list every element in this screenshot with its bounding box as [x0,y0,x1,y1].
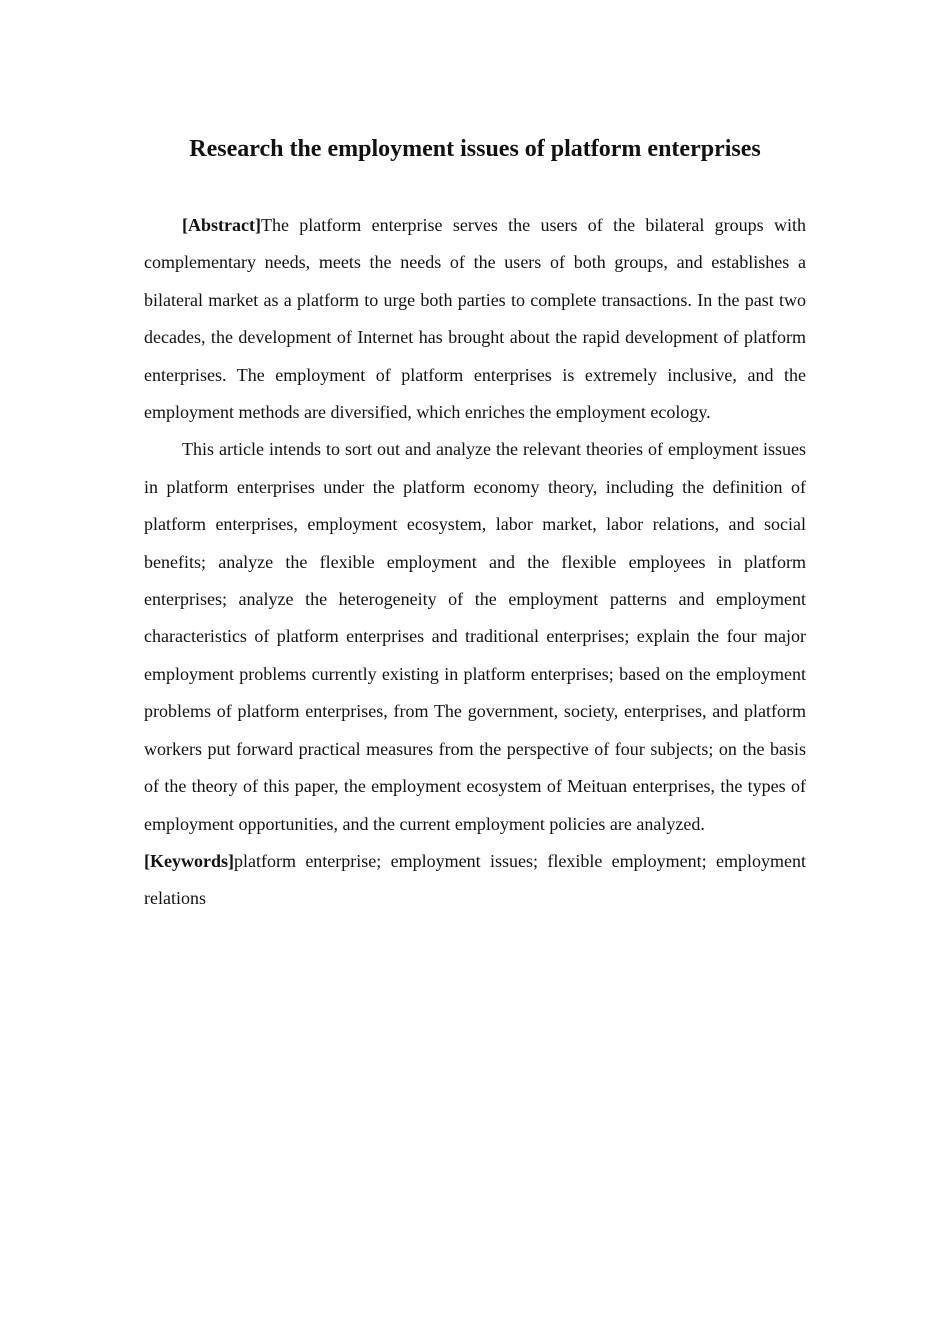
abstract-paragraph-2: This article intends to sort out and analyze the relevant theories of employment issues in platform enterprises under the platform economy theory, including the definition of platform enterprises, employment ecosystem, labor market, labor relations, and social benefits; analyze the flexible employment and the flexible employees in platform enterprises; analyze the heterogeneity of the employment patterns and employment characteristics of platform enterprises and traditional enterprises; explain the four major employment problems currently existing in platform enterprises; based on the employment problems of platform enterprises, from The government, society, enterprises, and platform workers put forward practical measures from the perspective of four subjects; on the basis of the theory of this paper, the employment ecosystem of Meituan enterprises, the types of employment opportunities, and the current employment policies are analyzed. [144,439,806,834]
keywords-paragraph [144,843,806,918]
keywords-label: [Keywords] [144,850,234,871]
keywords-text: platform enterprise; employment issues; flexible employment; employment relations [144,850,806,909]
abstract-paragraph-1 [144,207,806,431]
abstract-text-1: The platform enterprise serves the users of the bilateral groups with complementary needs, meets the needs of the users of both groups, and establishes a bilateral market as a platform to urge both parties to complete transactions. In the past two decades, the development of Internet has brought about the rapid development of platform enterprises. The employment of platform enterprises is extremely inclusive, and the employment methods are diversified, which enriches the employment ecology. [144,215,806,423]
paper-title: Research the employment issues of platform enterprises [189,136,761,162]
abstract-section [144,207,806,918]
abstract-label: [Abstract] [182,215,261,235]
